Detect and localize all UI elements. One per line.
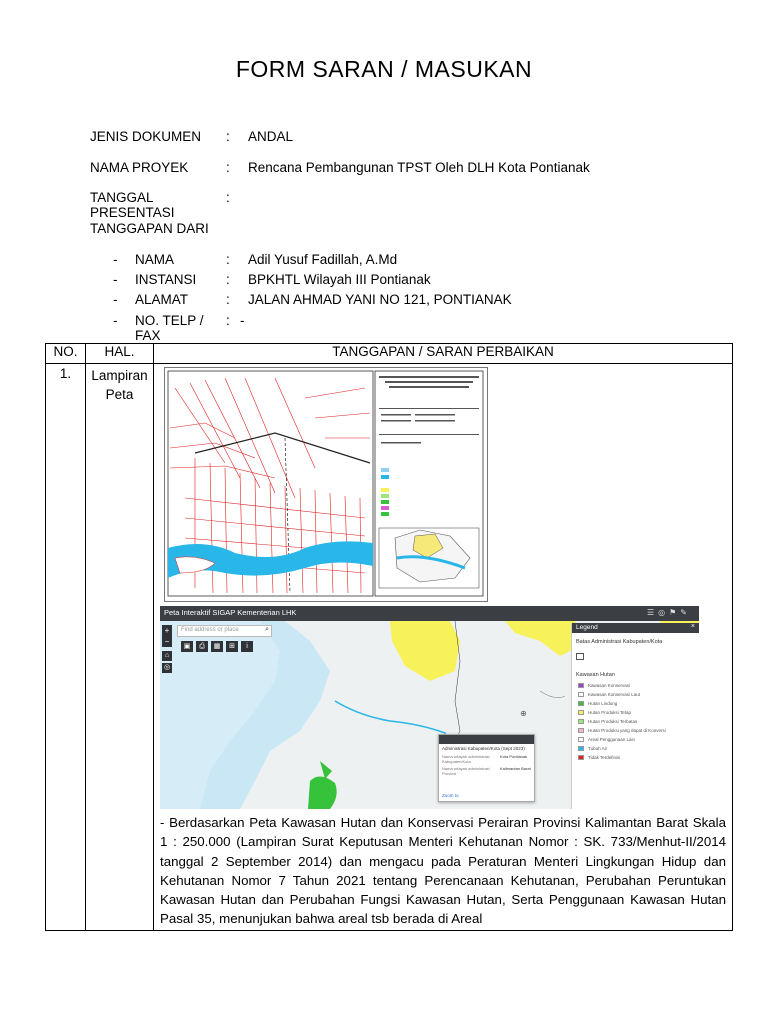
field-colon: :: [226, 160, 230, 175]
field-label: ALAMAT: [135, 292, 189, 307]
responder-instansi: [113, 272, 431, 287]
legend-title: Legend: [576, 624, 598, 631]
toolbar-icons[interactable]: ☰◎⚑✎: [646, 608, 691, 617]
legend-label: Hutan Produksi Tetap: [588, 710, 631, 715]
header-tanggapan: TANGGAPAN / SARAN PERBAIKAN: [154, 344, 733, 364]
field-tanggal-presentasi: [90, 190, 248, 220]
header-no: NO.: [46, 344, 86, 364]
field-label: TANGGAL PRESENTASI: [90, 190, 175, 220]
printed-map-image: [164, 367, 488, 602]
grid-icon[interactable]: ⊞: [226, 641, 238, 652]
popup-zoom-link[interactable]: Zoom to: [442, 793, 459, 798]
row-hal-line: Lampiran: [91, 368, 148, 383]
popup-header: [439, 735, 534, 744]
row-hal-line: Peta: [105, 387, 134, 402]
legend-swatch: [578, 755, 584, 760]
field-label: TANGGAPAN DARI: [90, 221, 209, 236]
legend-label: Hutan Produksi Terbatas: [588, 719, 638, 724]
table-header-row: [46, 344, 733, 364]
legend-swatch: [578, 710, 584, 715]
field-tanggapan-dari: [90, 221, 209, 236]
legend-swatch-admin: [576, 653, 584, 660]
map-tool-buttons: [181, 641, 253, 652]
field-value: Adil Yusuf Fadillah, A.Md: [248, 252, 398, 267]
feature-popup: [438, 734, 535, 802]
legend-label: Hutan Lindung: [588, 701, 618, 706]
legend-swatch: [578, 683, 584, 688]
printer-icon[interactable]: ⎙: [196, 641, 208, 652]
response-table: [45, 343, 733, 931]
bullet-dash: -: [113, 272, 118, 287]
popup-key: Nama wilayah administrasi Provinsi: [442, 766, 490, 776]
legend-item: [572, 753, 699, 762]
field-label: NAMA: [135, 252, 175, 267]
legend-items: [572, 681, 699, 762]
legend-swatch: [578, 719, 584, 724]
legend-item: [572, 744, 699, 753]
response-text: - Berdasarkan Peta Kawasan Hutan dan Konservasi Perairan Provinsi Kalimantan Barat Skala 1 : 250.000 (Lampiran Surat Keputusan Menteri Kehutanan Nomor : SK. 733/Menhut-II/2014 tanggal 2 September 2014) dan mengacu pada Peraturan Menteri Lingkungan Hidup dan Kehutanan Nomor 7 Tahun 2021 tentang Perencanaan Kehutanan, Perubahan Peruntukan Kawasan Hutan dan Perubahan Fungsi Kawasan Hutan, Serta Penggunaan Kawasan Hutan Pasal 35, menunjukan bahwa areal tsb berada di Areal: [160, 815, 726, 927]
legend-swatch: [578, 746, 584, 751]
field-value: JALAN AHMAD YANI NO 121, PONTIANAK: [248, 292, 512, 307]
responder-telp: [113, 313, 245, 343]
popup-row: [439, 753, 534, 765]
bullet-dash: -: [113, 313, 118, 328]
legend-swatch: [578, 728, 584, 733]
legend-label: Areal Penggunaan Lain: [588, 737, 636, 742]
popup-row: [439, 765, 534, 777]
field-label: JENIS DOKUMEN: [90, 129, 202, 144]
field-nama-proyek: [90, 160, 590, 175]
legend-item: [572, 708, 699, 717]
webmap-screenshot: [160, 606, 699, 809]
legend-swatch: [578, 737, 584, 742]
field-colon: :: [226, 129, 230, 144]
row-hal: [86, 364, 154, 931]
home-icon[interactable]: ⌂: [162, 651, 172, 661]
legend-label: Tidak Terdefinisi: [588, 755, 621, 760]
table-row: [46, 364, 733, 931]
popup-key: Nama wilayah administrasi Kabupaten/Kota: [442, 754, 490, 764]
address-search-input[interactable]: [177, 625, 272, 637]
responder-alamat: [113, 292, 512, 307]
legend-item: [572, 681, 699, 690]
legend-swatch: [578, 692, 584, 697]
field-colon: :: [226, 190, 230, 205]
field-jenis-dokumen: [90, 129, 293, 144]
legend-label: Hutan Produksi yang dapat di Konversi: [588, 728, 666, 733]
row-tanggapan: [154, 364, 733, 931]
field-label: NAMA PROYEK: [90, 160, 189, 175]
field-colon: :: [226, 292, 230, 307]
legend-label: Tubuh Air: [588, 746, 608, 751]
close-icon[interactable]: ×: [690, 623, 695, 630]
field-value: ANDAL: [248, 129, 294, 144]
info-icon[interactable]: i: [241, 641, 253, 652]
bullet-dash: -: [113, 252, 118, 267]
legend-header: [572, 623, 699, 633]
bullet-dash: -: [113, 292, 118, 307]
popup-value: Kalimantan Barat: [500, 766, 531, 771]
row-number: 1.: [46, 364, 86, 931]
legend-label: Kawasan Konservasi: [588, 683, 631, 688]
header-hal: HAL.: [86, 344, 154, 364]
webmap-header: [160, 606, 699, 621]
legend-layer-title: Batas Administrasi Kabupaten/Kota: [576, 639, 663, 645]
zoom-controls[interactable]: + −: [162, 625, 172, 647]
field-value: Rencana Pembangunan TPST Oleh DLH Kota Pontianak: [248, 160, 590, 175]
field-label: NO. TELP / FAX: [135, 313, 204, 343]
field-value: BPKHTL Wilayah III Pontianak: [248, 272, 431, 287]
print-icon[interactable]: ▣: [181, 641, 193, 652]
legend-item: [572, 699, 699, 708]
legend-layer-title: Kawasan Hutan: [576, 672, 615, 678]
locate-icon[interactable]: ◎: [163, 664, 171, 671]
field-colon: :: [226, 252, 230, 267]
search-placeholder: Find address or place: [181, 627, 239, 633]
legend-swatch: [578, 701, 584, 706]
svg-text:⊕: ⊕: [520, 709, 527, 718]
popup-title: Administrasi Kabupaten/Kota (Sept 2023): [442, 746, 525, 751]
legend-item: [572, 690, 699, 699]
search-icon[interactable]: ⌕: [265, 626, 269, 633]
popup-value: Kota Pontianak: [500, 754, 528, 759]
table-icon[interactable]: ▦: [211, 641, 223, 652]
legend-panel: [571, 623, 699, 809]
field-label: INSTANSI: [135, 272, 197, 287]
printed-map-graphic: [165, 368, 487, 601]
legend-item: [572, 726, 699, 735]
page-title: FORM SARAN / MASUKAN: [235, 56, 533, 82]
legend-item: [572, 735, 699, 744]
webmap-title: Peta Interaktif SIGAP Kementerian LHK: [164, 608, 297, 617]
legend-item: [572, 717, 699, 726]
field-colon: :: [226, 272, 230, 287]
field-value: -: [240, 313, 245, 328]
responder-nama: [113, 252, 397, 267]
legend-label: Kawasan Konservasi Laut: [588, 692, 641, 697]
field-colon: :: [226, 313, 230, 328]
